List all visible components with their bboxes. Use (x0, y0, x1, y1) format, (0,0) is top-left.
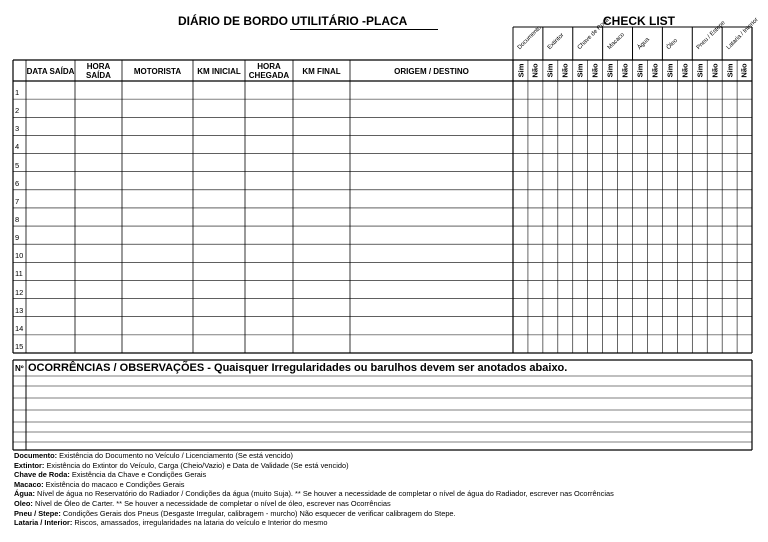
header-data-saida: DATA SAÍDA (26, 66, 75, 76)
legend-item (14, 461, 614, 471)
nao-header: Não (710, 63, 720, 78)
header-km-inicial: KM INICIAL (197, 66, 241, 76)
legend-term: Chave de Roda: (14, 470, 70, 480)
header-hora-saida: HORA SAÍDA (86, 62, 111, 80)
legend-text: Riscos, amassados, irregularidades na lataria do veículo e Interior do mesmo (72, 518, 328, 528)
sim-header: Sim (605, 63, 615, 78)
nao-header: Não (560, 63, 570, 78)
checklist-category-7: Lataria / Interior (725, 17, 760, 51)
ocorrencias-title: OCORRÊNCIAS / OBSERVAÇÕES - Quaisquer Irregularidades ou barulhos devem ser anotados abaixo. (28, 362, 568, 374)
nao-header: Não (620, 63, 630, 78)
legend-term: Pneu / Stepe: (14, 508, 61, 518)
legend-item (14, 509, 614, 519)
legend-text: Nível de água no Reservatório do Radiador / Condições da água (muito Suja). ** Se houver a necessidade de completar o nível de água do Radiador, escrever nas Ocorrências (34, 489, 614, 499)
row-number: 6 (15, 178, 20, 188)
row-number: 3 (15, 124, 20, 134)
legend-term: Documento: (14, 451, 58, 460)
nao-header: Não (740, 63, 750, 78)
legend-text: Existência do Extintor do Veículo, Carga (Cheio/Vazio) e Data de Validade (Se está vencido) (44, 460, 349, 470)
sim-header: Sim (695, 63, 705, 78)
legend-term: Oleo: (14, 498, 33, 508)
row-number: 15 (15, 341, 24, 351)
checklist-category-5: Óleo (666, 37, 680, 51)
page-title: DIÁRIO DE BORDO UTILITÁRIO -PLACA (178, 14, 408, 28)
legend-text: Existência do macaco e Condições Gerais (43, 479, 185, 489)
checklist-category-0: Documento (516, 25, 543, 51)
header-origem-destino: ORIGEM / DESTINO (394, 66, 469, 76)
legend-item (14, 470, 614, 480)
checklist-category-6: Pneu / Estepe (696, 20, 727, 51)
nao-header: Não (680, 63, 690, 78)
legend-term: Água: (14, 489, 35, 499)
row-number: 1 (15, 88, 20, 98)
sim-header: Sim (515, 63, 525, 78)
nao-header: Não (590, 63, 600, 78)
checklist-category-3: Macaco (606, 31, 626, 51)
checklist-category-1: Extintor (546, 32, 566, 51)
nao-header: Não (650, 63, 660, 78)
header-km-final: KM FINAL (302, 66, 341, 76)
checklist-category-2: Chave de Roda (576, 17, 611, 51)
row-number: 14 (15, 323, 24, 333)
row-number: 9 (15, 233, 20, 243)
legend-term: Macaco: (14, 479, 44, 489)
legend-item (14, 499, 614, 509)
row-number: 13 (15, 305, 24, 315)
sim-header: Sim (725, 63, 735, 78)
sim-header: Sim (545, 63, 555, 78)
legend-item (14, 480, 614, 490)
legend-text: Condições Gerais dos Pneus (Desgaste Irregular, calibragem - murcho) Não esquecer de verificar calibragem do Stepe. (60, 508, 456, 518)
checklist-category-4: Água (636, 36, 651, 51)
legend-text: Nível de Óleo de Carter. ** Se houver a necessidade de completar o nível de óleo, escrever nas Ocorrências (32, 498, 391, 508)
row-number: 4 (15, 142, 20, 152)
legend (14, 451, 614, 528)
legend-text: Existência da Chave e Condições Gerais (69, 470, 207, 480)
header-motorista: MOTORISTA (133, 66, 182, 76)
row-number: 11 (15, 269, 23, 279)
ocorrencias-num-header: Nº (15, 364, 24, 373)
nao-header: Não (530, 63, 540, 78)
legend-text: Existência do Documento no Veículo / Licenciamento (Se está vencido) (57, 451, 293, 460)
sim-header: Sim (575, 63, 585, 78)
sim-header: Sim (665, 63, 675, 78)
row-number: 10 (15, 251, 24, 261)
row-number: 12 (15, 287, 24, 297)
sim-header: Sim (635, 63, 645, 78)
legend-item (14, 518, 614, 528)
row-number: 8 (15, 215, 20, 224)
legend-item (14, 489, 614, 499)
legend-term: Lataria / Interior: (14, 518, 73, 528)
header-hora-chegada: HORA CHEGADA (248, 62, 290, 80)
legend-term: Extintor: (14, 460, 45, 470)
row-number: 5 (15, 160, 20, 170)
legend-item (14, 451, 614, 461)
row-number: 7 (15, 196, 20, 206)
row-number: 2 (15, 106, 20, 116)
checklist-title: CHECK LIST (603, 14, 675, 28)
